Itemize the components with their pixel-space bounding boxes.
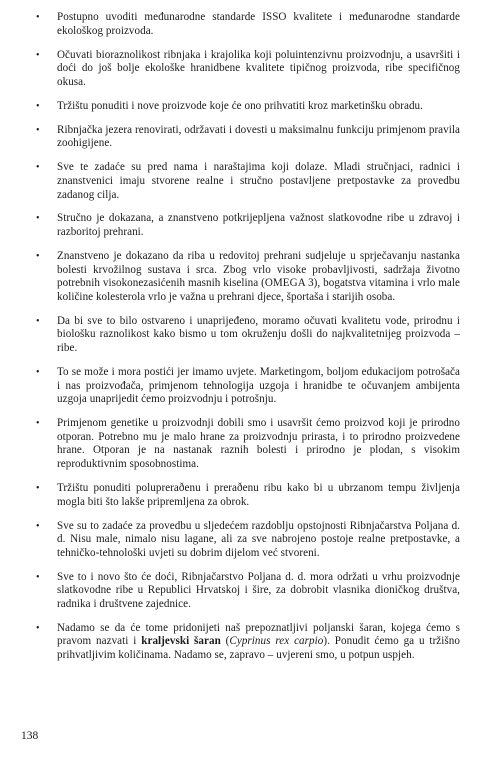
latin-name: Cyprinus rex carpio [229, 635, 324, 648]
bullet-icon: • [36, 213, 40, 225]
bullet-icon: • [36, 12, 40, 23]
list-item-text: To se može i mora postići jer imamo uvjete. Marketingom, boljom edukacijom potrošača i nas proizvođača, primjenom tehnologija uzgoja i hranidbe te očuvanjem ambijenta uzgoja unaprijedit ćemo proizvodnju i potrošnju. [57, 366, 460, 406]
list-item [36, 124, 460, 151]
list-item-text: Tržištu ponuditi polupreraðenu i preraðenu ribu kako bi u ubrzanom tempu življenja mogla biti što lakše pripremljena za obrok. [57, 481, 460, 508]
list-item [36, 315, 460, 356]
bullet-icon: • [36, 622, 40, 634]
list-item-text: Stručno je dokazana, a znanstveno potkrijepljena važnost slatkovodne ribe u zdravoj i razboritoj prehrani. [57, 212, 460, 239]
list-item-text: Tržištu ponuditi i nove proizvode koje će ono prihvatiti kroz marketinšku obradu. [57, 99, 423, 112]
bullet-icon: • [36, 124, 40, 136]
bullet-icon: • [36, 251, 40, 263]
bullet-icon: • [36, 49, 40, 61]
list-item [36, 161, 460, 202]
list-item [36, 366, 460, 407]
list-item-text: Da bi sve to bilo ostvareno i unaprijeđeno, moramo očuvati kvalitetu vode, prirodnu i biološku raznolikost kako bismo u tom okruženju došli do najkvalitetnijeg proizvoda – ribe. [57, 314, 460, 355]
bullet-icon: • [36, 315, 40, 327]
bullet-icon: • [36, 100, 40, 112]
bullet-icon: • [36, 162, 40, 174]
list-item [36, 212, 460, 239]
list-item-text: Sve to i novo što će doći, Ribnjačarstvo Poljana d. d. mora održati u vrhu proizvodnje slatkovodne ribe u Republici Hrvatskoj i šire, za dobrobit vlasnika dioničkog društva, radnika i društvene zajednice. [57, 570, 460, 610]
list-item-text: Primjenom genetike u proizvodnji dobili smo i usavršit ćemo proizvod koji je prirodno otporan. Potrebno mu je malo hrane za proizvodnju prirasta, i to prirodno proizvedene hrane. Otporan je na nastanak raznih bolesti i prirodno je plodan, s visokim reproduktivnim sposobnostima. [57, 417, 460, 470]
list-item [36, 482, 460, 509]
list-item [36, 622, 460, 663]
list-item-text-before: Nadamo se da će tome pridonijeti naš prepoznatljivi poljanski šaran, kojega ćemo s pravom nazvati i [57, 621, 460, 648]
list-item-text: Ribnjačka jezera renovirati, održavati i dovesti u maksimalnu funkciju primjenom pravila zoohigijene. [57, 123, 460, 150]
bold-term: kraljevski šaran [141, 635, 221, 648]
list-item [36, 571, 460, 612]
list-item-text-mid: ( [220, 635, 230, 648]
list-item-text: Postupno uvoditi međunarodne standarde ISSO kvalitete i međunarodne standarde ekološkog proizvoda. [57, 11, 460, 37]
list-item [36, 520, 460, 561]
bullet-icon: • [36, 571, 40, 583]
page-number: 138 [21, 730, 39, 742]
list-item-text: Sve te zadaće su pred nama i naraštajima koji dolaze. Mladi stručnjaci, radnici i znanstvenici imaju stvorene realne i stručno postavljene pretpostavke za provedbu zadanog cilja. [57, 161, 460, 201]
bullet-icon: • [36, 482, 40, 494]
list-item [36, 11, 460, 38]
bullet-icon: • [36, 367, 40, 378]
list-item [36, 100, 460, 114]
list-item-text: Znanstveno je dokazano da riba u redovitoj prehrani sudjeluje u sprječavanju nastanka bolesti krvožilnog sustava i srca. Zbog vrlo visoke probavljivosti, sadržaja životno potrebnih visokonezasićenih masnih kiselina (OMEGA 3), bogatstva vitamina i vrlo male količine kolesterola vrlo je važna u prehrani djece, športaša i starijih osoba. [57, 250, 460, 303]
bullet-icon: • [36, 418, 40, 430]
bullet-list [36, 11, 460, 673]
list-item-text-after: ). Ponudit ćemo ga u tržišno prihvatljivim količinama. Nadamo se, zapravo – uvjereni smo, u potpun uspjeh. [57, 635, 460, 662]
list-item [36, 417, 460, 471]
list-item-text: Očuvati bioraznolikost ribnjaka i krajolika koji poluintenzivnu proizvodnju, a usavršiti i doći do još bolje ekološke hranidbene kvalitete tipičnog proizvoda, ribe specifičnog okusa. [57, 48, 460, 88]
list-item [36, 49, 460, 90]
list-item-text: Sve su to zadaće za provedbu u sljedećem razdoblju opstojnosti Ribnjačarstva Poljana d. d. Nisu male, nimalo nisu lagane, ali za sve nabrojeno postoje realne pretpostavke, a tehničko-tehnološki uvjeti su dobrim dijelom već stvoreni. [57, 519, 460, 559]
list-item [36, 250, 460, 304]
bullet-icon: • [36, 520, 40, 532]
